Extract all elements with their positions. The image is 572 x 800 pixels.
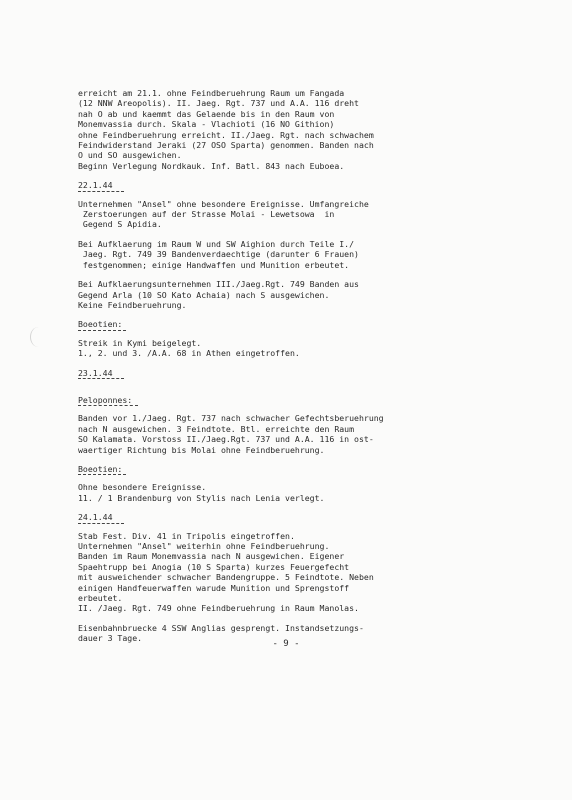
paragraph-line: dauer 3 Tage. (78, 633, 143, 644)
paragraph-line: waertiger Richtung bis Molai ohne Feindberuehrung. (78, 444, 325, 455)
section-heading: 23.1.44 (78, 367, 113, 378)
body-line: (12 NNW Areopolis). II. Jaeg. Rgt. 737 und A.A. 116 dreht (78, 98, 359, 109)
heading-underline (78, 378, 498, 381)
spacer (78, 230, 498, 239)
paragraph-line: festgenommen; einige Handwaffen und Munition erbeutet. (78, 259, 350, 270)
paragraph-line: Gegend Arla (10 SO Kato Achaia) nach S ausgewichen. (78, 289, 330, 300)
section-heading: Boeotien: (78, 319, 123, 330)
paragraph-line: Bei Aufklaerung im Raum W und SW Aighion durch Teile I./ (78, 238, 355, 249)
paragraph-line: 1., 2. und 3. /A.A. 68 in Athen eingetroffen. (78, 348, 300, 359)
page-number: - 9 - (272, 639, 300, 649)
spacer (78, 359, 498, 368)
spacer (78, 503, 498, 512)
paragraph-line: Banden im Raum Monemvassia nach N ausgewichen. Eigener (78, 551, 345, 562)
heading-underline (78, 191, 498, 194)
paragraph-line: 11. / 1 Brandenburg von Stylis nach Lenia verlegt. (78, 492, 325, 503)
paragraph-line: einigen Handfeuerwaffen warude Munition und Sprengstoff (78, 582, 350, 593)
paragraph-line: erbeutet. (78, 593, 123, 604)
paragraph-line: Spaehtrupp bei Anogia (10 S Sparta) kurzes Feuergefecht (78, 561, 350, 572)
body-line: O und SO ausgewichen. (78, 150, 182, 161)
spacer (78, 614, 498, 623)
paragraph-line: nach N ausgewichen. 3 Feindtote. Btl. erreichte den Raum (78, 423, 355, 434)
paragraph-line: Banden vor 1./Jaeg. Rgt. 737 nach schwacher Gefechtsberuehrung (78, 413, 384, 424)
heading-underline (78, 405, 498, 408)
paragraph-line: SO Kalamata. Vorstoss II./Jaeg.Rgt. 737 und A.A. 116 in ost- (78, 434, 374, 445)
paragraph-line: Zerstoerungen auf der Strasse Molai - Lewetsowa in (78, 209, 335, 220)
spacer (78, 386, 498, 395)
paragraph-line: Streik in Kymi beigelegt. (78, 337, 202, 348)
section-heading: Boeotien: (78, 463, 123, 474)
spacer (78, 310, 498, 319)
paragraph-line: Unternehmen "Ansel" weiterhin ohne Feindberuehrung. (78, 541, 330, 551)
heading-underline (78, 330, 498, 333)
body-line: erreicht am 21.1. ohne Feindberuehrung Raum um Fangada (78, 88, 345, 98)
paragraph-line: Eisenbahnbruecke 4 SSW Anglias gesprengt. Instandsetzungs- (78, 622, 364, 633)
body-line: Monemvassia durch. Skala - Vlachioti (16 NO Githion) (78, 119, 335, 130)
body-line: Beginn Verlegung Nordkauk. Inf. Batl. 843 nach Euboea. (78, 160, 345, 171)
paragraph-line: Jaeg. Rgt. 749 39 Bandenverdaechtige (darunter 6 Frauen) (78, 249, 359, 260)
spacer (78, 171, 498, 180)
body-line: Feindwiderstand Jeraki (27 OSO Sparta) genommen. Banden nach (78, 140, 374, 151)
section-heading: 24.1.44 (78, 512, 113, 523)
body-line: nah O ab und kaemmt das Gelaende bis in den Raum von (78, 108, 335, 119)
spacer (78, 270, 498, 279)
paragraph-line: Keine Feindberuehrung. (78, 299, 187, 310)
document-body (78, 88, 498, 644)
spacer (78, 455, 498, 464)
heading-underline (78, 523, 498, 526)
punch-hole-mark (30, 327, 47, 347)
paragraph-line: II. /Jaeg. Rgt. 749 ohne Feindberuehrung in Raum Manolas. (78, 603, 359, 614)
body-line: ohne Feindberuehrung erreicht. II./Jaeg. Rgt. nach schwachem (78, 129, 374, 140)
paragraph-line: Bei Aufklaerungsunternehmen III./Jaeg.Rgt. 749 Banden aus (78, 279, 359, 290)
section-heading: 22.1.44 (78, 180, 113, 191)
paragraph-line: Stab Fest. Div. 41 in Tripolis eingetroffen. (78, 530, 295, 541)
paragraph-line: Gegend S Apidia. (78, 219, 162, 230)
section-heading: Peloponnes: (78, 394, 133, 405)
paragraph-line: Unternehmen "Ansel" ohne besondere Ereignisse. Umfangreiche (78, 198, 369, 209)
paragraph-line: mit ausweichender schwacher Bandengruppe. 5 Feindtote. Neben (78, 572, 374, 583)
heading-underline (78, 474, 498, 477)
paragraph-line: Ohne besondere Ereignisse. (78, 482, 207, 493)
